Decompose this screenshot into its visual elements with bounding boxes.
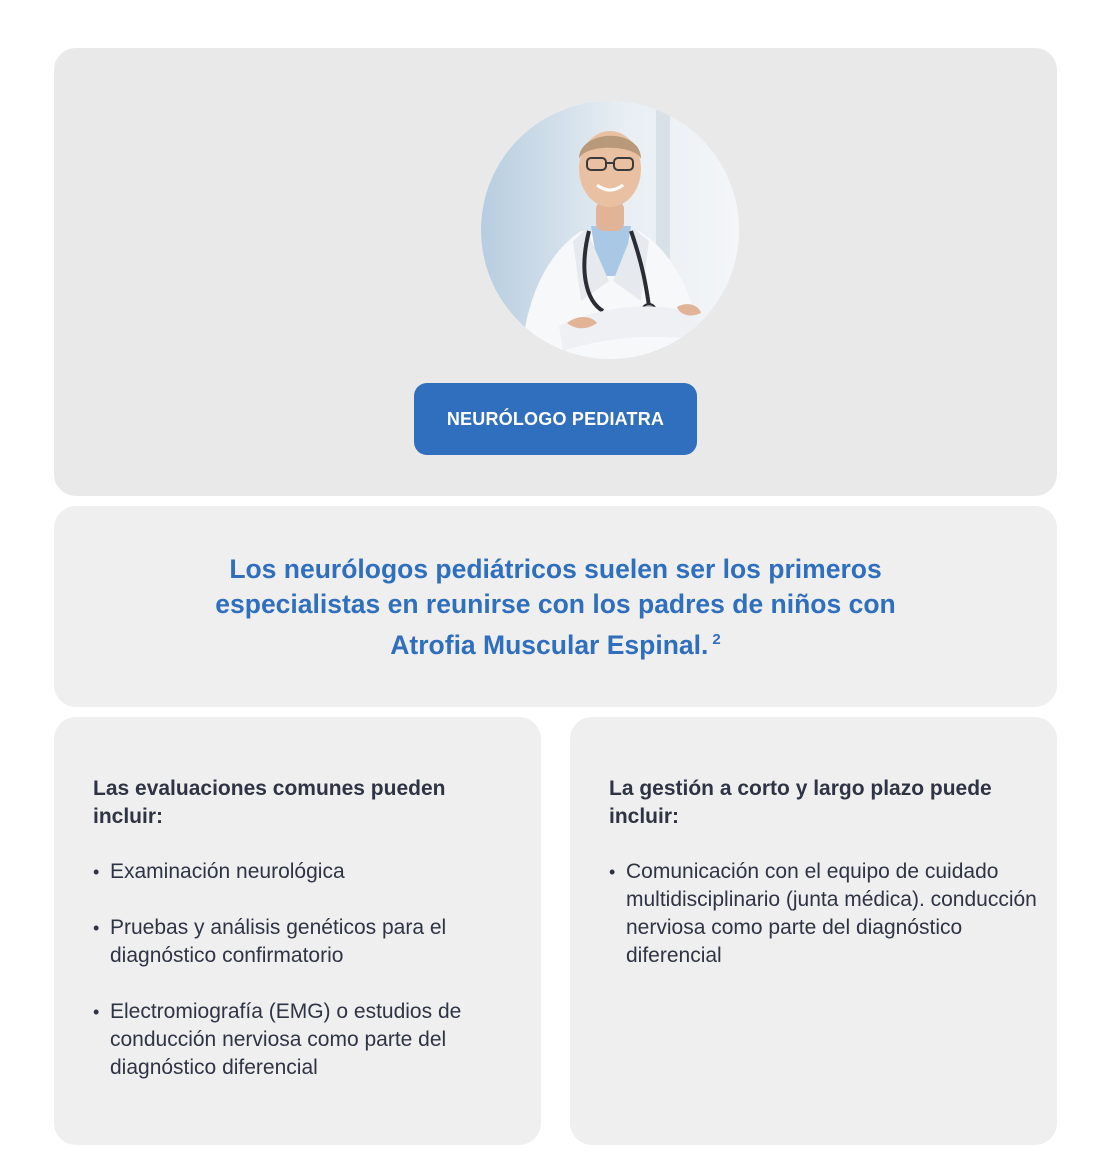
list-item	[93, 914, 523, 970]
specialist-card	[54, 48, 1057, 496]
bullet-icon: •	[93, 918, 100, 938]
evaluations-list	[93, 858, 523, 1110]
bullet-icon: •	[609, 862, 616, 882]
footnote-reference[interactable]: 2	[712, 631, 721, 648]
quote-line-3: Atrofia Muscular Espinal.	[390, 630, 709, 660]
quote-card	[54, 506, 1057, 707]
list-item-text: Electromiografía (EMG) o estudios de conducción nerviosa como parte del diagnóstico diferencial	[110, 1000, 462, 1079]
doctor-portrait-icon	[481, 101, 739, 359]
role-button[interactable]: NEURÓLOGO PEDIATRA	[414, 383, 697, 455]
management-title: La gestión a corto y largo plazo puede incluir:	[609, 777, 992, 828]
evaluations-card	[54, 717, 541, 1145]
list-item-text: Comunicación con el equipo de cuidado multidisciplinario (junta médica). conducción nerviosa como parte del diagnóstico diferencial	[626, 860, 1037, 967]
management-list	[609, 858, 1039, 998]
quote-line-2: especialistas en reunirse con los padres de niños con	[215, 589, 896, 619]
bullet-icon: •	[93, 862, 100, 882]
list-item-text: Examinación neurológica	[110, 860, 345, 883]
list-item	[609, 858, 1039, 970]
bullet-icon: •	[93, 1002, 100, 1022]
management-card	[570, 717, 1057, 1145]
quote-line-1: Los neurólogos pediátricos suelen ser los primeros	[229, 554, 882, 584]
evaluations-title: Las evaluaciones comunes pueden incluir:	[93, 777, 446, 828]
quote-text	[54, 552, 1057, 663]
list-item	[93, 998, 523, 1082]
list-item-text: Pruebas y análisis genéticos para el diagnóstico confirmatorio	[110, 916, 447, 967]
list-item	[93, 858, 523, 886]
